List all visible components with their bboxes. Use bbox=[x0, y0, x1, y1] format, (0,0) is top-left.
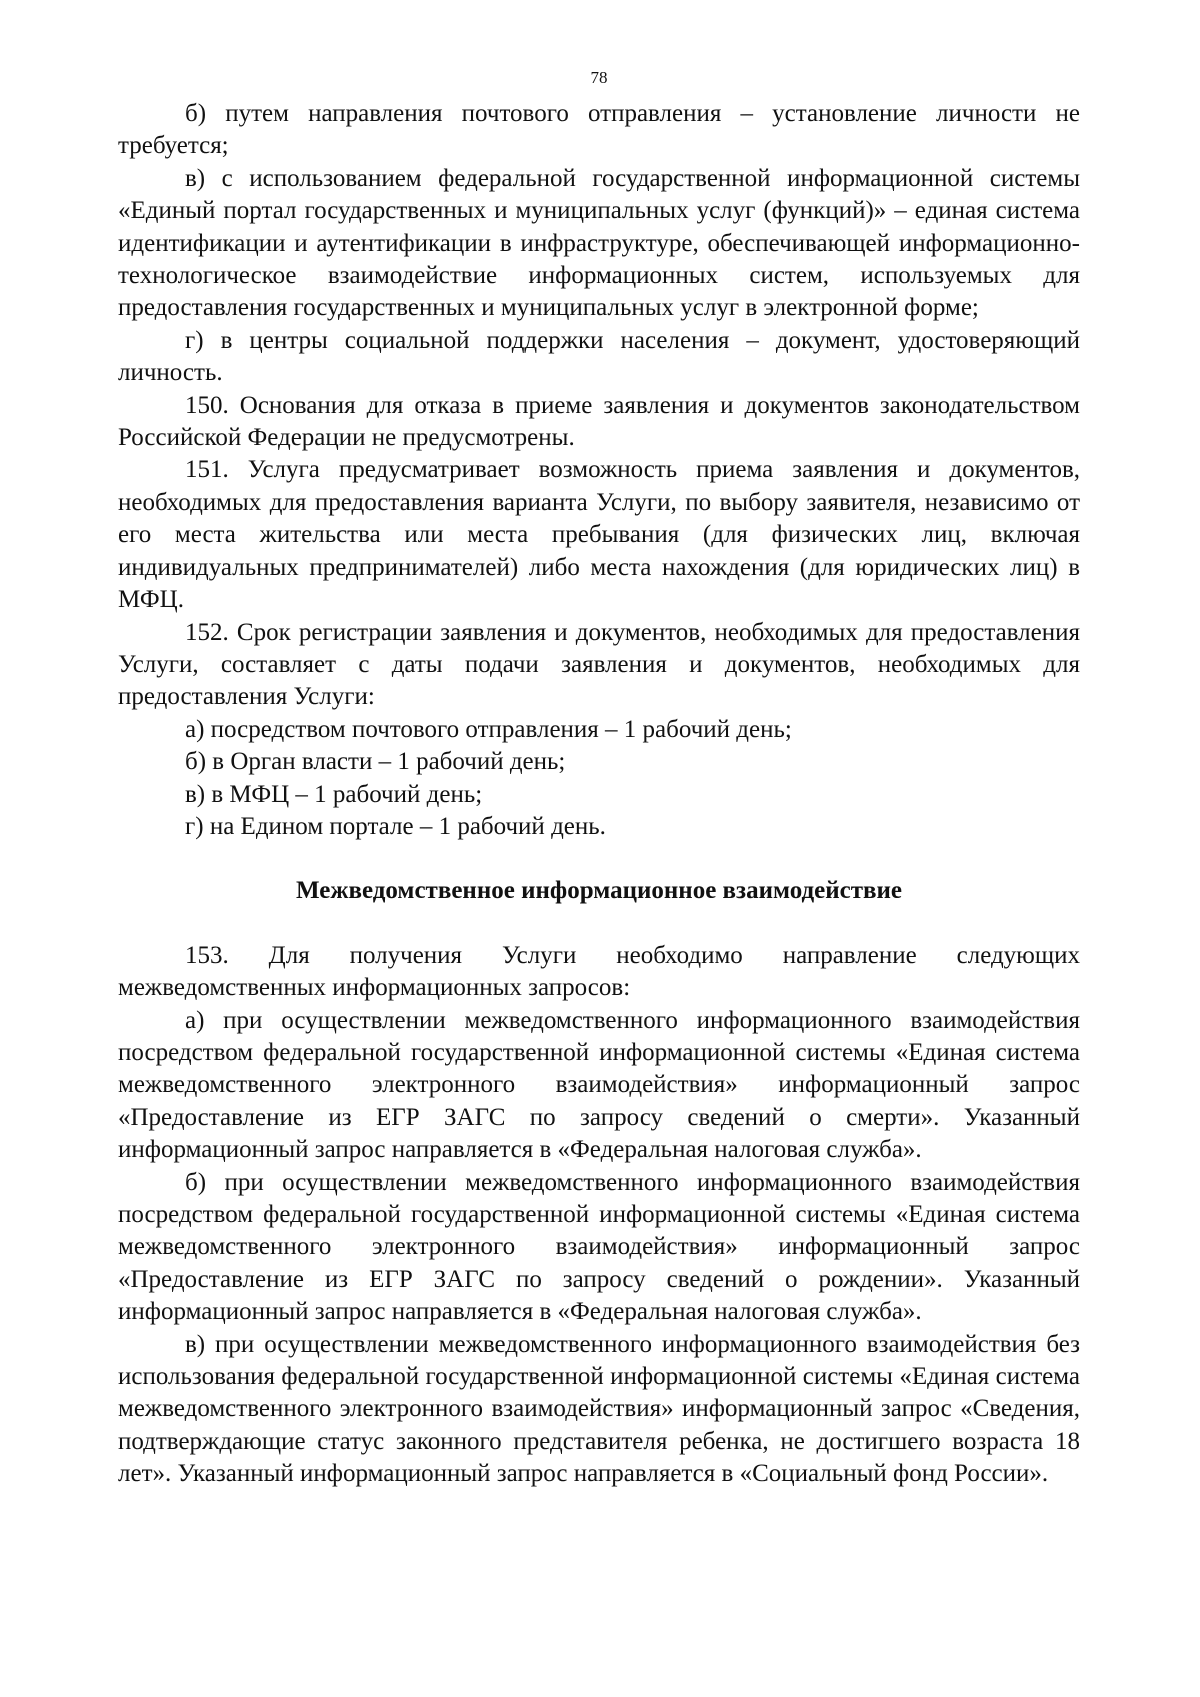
paragraph-153-a: а) при осуществлении межведомственного информационного взаимодействия посредством федеральной государственной информационной системы «Единая система межведомственного электронного взаимодействия» информационный запрос «Предоставление из ЕГР ЗАГС по запросу сведений о смерти». Указанный информационный запрос направляется в «Федеральная налоговая служба». bbox=[118, 1006, 1080, 1164]
paragraph-153-v: в) при осуществлении межведомственного информационного взаимодействия без использования федеральной государственной информационной системы «Единая система межведомственного электронного взаимодействия» информационный запрос «Сведения, подтверждающие статус законного представителя ребенка, не достигшего возраста 18 лет». Указанный информационный запрос направляется в «Социальный фонд России». bbox=[118, 1330, 1080, 1488]
paragraph-152-v: в) в МФЦ – 1 рабочий день; bbox=[185, 780, 483, 808]
paragraph-152-a: а) посредством почтового отправления – 1 рабочий день; bbox=[185, 715, 792, 743]
page-number: 78 bbox=[590, 68, 608, 87]
paragraph-152-b: б) в Орган власти – 1 рабочий день; bbox=[185, 748, 566, 776]
paragraph-152: 152. Срок регистрации заявления и документов, необходимых для предоставления Услуги, составляет с даты подачи заявления и документов, необходимых для предоставления Услуги: bbox=[118, 618, 1080, 711]
paragraph-153: 153. Для получения Услуги необходимо направление следующих межведомственных информационных запросов: bbox=[118, 941, 1080, 1002]
paragraph-item-g-social-centers: г) в центры социальной поддержки населения – документ, удостоверяющий личность. bbox=[118, 326, 1080, 387]
paragraph-151: 151. Услуга предусматривает возможность приема заявления и документов, необходимых для предоставления варианта Услуги, по выбору заявителя, независимо от его места жительства или места пребывания (для физических лиц, включая индивидуальных предпринимателей) либо места нахождения (для юридических лиц) в МФЦ. bbox=[118, 456, 1080, 614]
paragraph-item-v-portal: в) с использованием федеральной государственной информационной системы «Единый портал государственных и муниципальных услуг (функций)» – единая система идентификации и аутентификации в инфраструктуре, обеспечивающей информационно-технологическое взаимодействие информационных систем, используемых для предоставления государственных и муниципальных услуг в электронной форме; bbox=[118, 164, 1080, 322]
paragraph-item-b-mail: б) путем направления почтового отправления – установление личности не требуется; bbox=[118, 100, 1080, 160]
paragraph-150: 150. Основания для отказа в приеме заявления и документов законодательством Российской Федерации не предусмотрены. bbox=[118, 391, 1080, 452]
paragraph-153-b: б) при осуществлении межведомственного информационного взаимодействия посредством федеральной государственной информационной системы «Единая система межведомственного электронного взаимодействия» информационный запрос «Предоставление из ЕГР ЗАГС по запросу сведений о рождении». Указанный информационный запрос направляется в «Федеральная налоговая служба». bbox=[118, 1168, 1080, 1326]
paragraph-152-g: г) на Едином портале – 1 рабочий день. bbox=[185, 812, 606, 840]
section-heading: Межведомственное информационное взаимодействие bbox=[296, 877, 902, 905]
